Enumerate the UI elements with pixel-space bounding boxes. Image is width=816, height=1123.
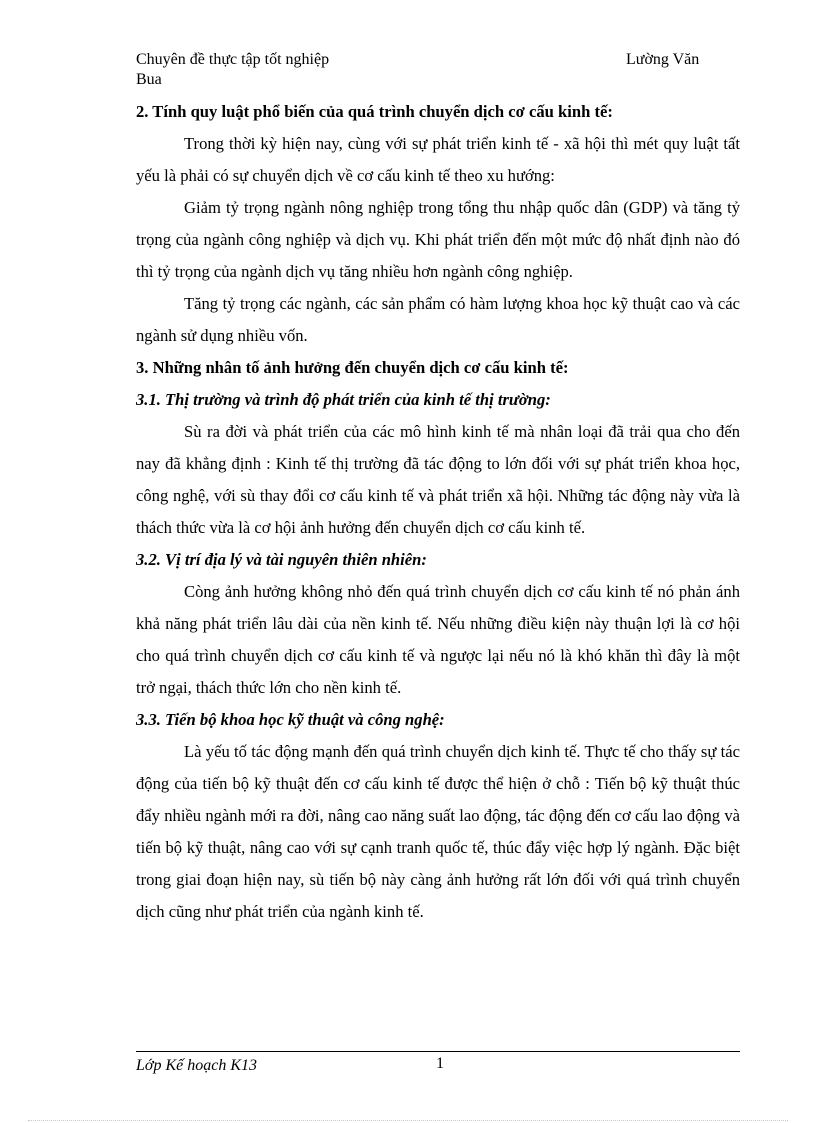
paragraph: Sù ra đời và phát triển của các mô hình kinh tế mà nhân loại đã trải qua cho đến nay đã khẳng định : Kinh tế thị trường đã tác động to lớn đối với sự phát triển khoa học, công nghệ, với sù thay đổi cơ cấu kinh tế và phát triển xã hội. Những tác động này vừa là thách thức vừa là cơ hội ảnh hưởng đến chuyển dịch cơ cấu kinh tế.	[136, 422, 740, 537]
header-title: Chuyên đề thực tập tốt nghiệp	[136, 51, 330, 68]
footer-divider	[136, 1051, 740, 1052]
subsection-heading: 3.3. Tiến bộ khoa học kỹ thuật và công nghệ:	[136, 710, 445, 729]
page-boundary-line	[28, 1120, 788, 1121]
paragraph: Trong thời kỳ hiện nay, cùng với sự phát triển kinh tế - xã hội thì mét quy luật tất yếu là phải có sự chuyển dịch về cơ cấu kinh tế theo xu hướng:	[136, 134, 740, 185]
section-heading: 3. Những nhân tố ảnh hưởng đến chuyển dịch cơ cấu kinh tế:	[136, 358, 569, 377]
header-author: Lường Văn	[626, 51, 700, 68]
paragraph: Còng ảnh hưởng không nhỏ đến quá trình chuyển dịch cơ cấu kinh tế nó phản ánh khả năng phát triển lâu dài của nền kinh tế. Nếu những điều kiện này thuận lợi là cơ hội cho quá trình chuyển dịch cơ cấu kinh tế và ngược lại nếu nó là khó khăn thì đây là một trở ngại, thách thức lớn cho nền kinh tế.	[136, 582, 740, 697]
subsection-heading: 3.1. Thị trường và trình độ phát triển của kinh tế thị trường:	[136, 390, 551, 409]
document-body	[136, 96, 740, 928]
subsection-heading: 3.2. Vị trí địa lý và tài nguyên thiên nhiên:	[136, 550, 427, 569]
header-author-continued: Bua	[136, 71, 162, 88]
paragraph: Giảm tỷ trọng ngành nông nghiệp trong tổng thu nhập quốc dân (GDP) và tăng tỷ trọng của ngành công nghiệp và dịch vụ. Khi phát triển đến một mức độ nhất định nào đó thì tỷ trọng của ngành dịch vụ tăng nhiều hơn ngành công nghiệp.	[136, 198, 740, 281]
page-number: 1	[436, 1055, 444, 1072]
paragraph: Là yếu tố tác động mạnh đến quá trình chuyển dịch kinh tế. Thực tế cho thấy sự tác động của tiến bộ kỹ thuật đến cơ cấu kinh tế được thể hiện ở chỗ : Tiến bộ kỹ thuật thúc đẩy nhiều ngành mới ra đời, nâng cao năng suất lao động, tác động đến cơ cấu lao động và tiến bộ kỹ thuật, nâng cao với sự cạnh tranh quốc tế, thúc đẩy việc hợp lý ngành. Đặc biệt trong giai đoạn hiện nay, sù tiến bộ này càng ảnh hưởng rất lớn đối với quá trình chuyển dịch cũng như phát triển của ngành kinh tế.	[136, 742, 740, 921]
paragraph: Tăng tỷ trọng các ngành, các sản phẩm có hàm lượng khoa học kỹ thuật cao và các ngành sử dụng nhiều vốn.	[136, 294, 740, 345]
footer-class-label: Lớp Kế hoạch K13	[136, 1057, 257, 1074]
section-heading: 2. Tính quy luật phổ biến của quá trình chuyển dịch cơ cấu kinh tế:	[136, 102, 613, 121]
